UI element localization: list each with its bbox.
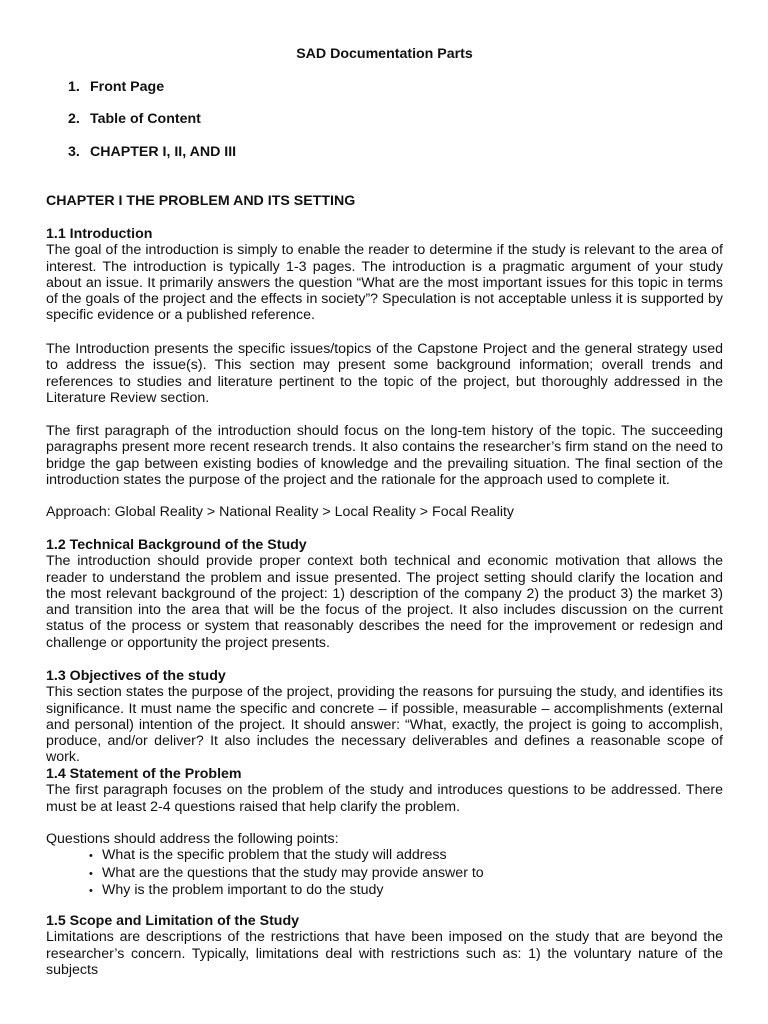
- paragraph: The Introduction presents the specific issues/topics of the Capstone Project and the general strategy used to address the issue(s). This section may present some background information; overall trends and references to studies and literature pertinent to the topic of the project, but thoroughly addressed in the Literature Review section.: [46, 341, 723, 406]
- list-item: [89, 865, 766, 882]
- bullet-icon: •: [89, 884, 93, 897]
- section-1-1-paragraph-2: [46, 341, 723, 406]
- list-label: CHAPTER I, II, AND III: [90, 144, 237, 160]
- section-1-4-questions: [46, 831, 723, 899]
- section-1-3: [46, 668, 723, 766]
- bullet-text: What is the specific problem that the study will address: [102, 847, 447, 864]
- list-label: Table of Content: [90, 111, 201, 127]
- list-number: 3.: [68, 144, 80, 160]
- list-number: 2.: [68, 111, 80, 127]
- paragraph: Questions should address the following points:: [46, 831, 339, 847]
- list-item: [89, 882, 766, 899]
- section-1-2: [46, 537, 723, 651]
- section-heading: 1.4 Statement of the Problem: [46, 766, 242, 782]
- document-title: SAD Documentation Parts: [296, 46, 473, 62]
- bullet-text: Why is the problem important to do the study: [102, 881, 384, 898]
- approach-line-block: [46, 504, 723, 520]
- section-heading: 1.2 Technical Background of the Study: [46, 537, 307, 553]
- list-item: [68, 79, 164, 95]
- section-1-1: [46, 226, 723, 324]
- bullet-icon: •: [89, 850, 93, 863]
- list-label: Front Page: [90, 79, 165, 95]
- paragraph: This section states the purpose of the project, providing the reasons for pursuing the study, and identifies its significance. It must name the specific and concrete – if possible, measurable – accomplishments (external and personal) intention of the project. It should answer: “What, exactly, the project is going to accomplish, produce, and/or deliver? It also includes the necessary deliverables and defines a reasonable scope of work.: [46, 684, 723, 766]
- section-1-5: [46, 913, 723, 978]
- document-page: [46, 0, 723, 1024]
- list-number: 1.: [68, 79, 80, 95]
- chapter-heading-block: [46, 193, 723, 209]
- paragraph: The first paragraph focuses on the problem of the study and introduces questions to be addressed. There must be at least 2-4 questions raised that help clarify the problem.: [46, 782, 723, 815]
- list-item: [89, 847, 766, 864]
- section-heading: 1.3 Objectives of the study: [46, 668, 226, 684]
- section-heading: 1.1 Introduction: [46, 226, 153, 242]
- section-heading: 1.5 Scope and Limitation of the Study: [46, 913, 300, 929]
- paragraph: Limitations are descriptions of the restrictions that have been imposed on the study that are beyond the researcher’s concern. Typically, limitations deal with restrictions such as: 1) the voluntary nature of the subjects: [46, 929, 723, 978]
- paragraph: The first paragraph of the introduction should focus on the long-tem history of the topic. The succeeding paragraphs present more recent research trends. It also contains the researcher’s firm stand on the need to bridge the gap between existing bodies of knowledge and the prevailing situation. The final section of the introduction states the purpose of the project and the rationale for the approach used to complete it.: [46, 423, 723, 488]
- bullet-text: What are the questions that the study may provide answer to: [102, 864, 484, 881]
- chapter-heading: CHAPTER I THE PROBLEM AND ITS SETTING: [46, 193, 356, 209]
- list-item: [68, 144, 236, 160]
- paragraph: The introduction should provide proper context both technical and economic motivation that allows the reader to understand the problem and issue presented. The project setting should clarify the location and the most relevant background of the project: 1) description of the company 2) the product 3) the market 3) and transition into the area that will be the focus of the project. It also includes discussion on the current status of the process or system that reasonably describes the need for the improvement or redesign and challenge or opportunity the project presents.: [46, 553, 723, 651]
- list-item: [68, 111, 201, 127]
- bullet-icon: •: [89, 867, 93, 880]
- bullet-list: [89, 847, 766, 899]
- section-1-1-paragraph-3: [46, 423, 723, 488]
- section-1-4: [46, 766, 723, 815]
- paragraph: The goal of the introduction is simply to enable the reader to determine if the study is relevant to the area of interest. The introduction is typically 1-3 pages. The introduction is a pragmatic argument of your study about an issue. It primarily answers the question “What are the most important issues for this topic in terms of the goals of the project and the effects in society”? Speculation is not acceptable unless it is supported by specific evidence or a published reference.: [46, 242, 723, 324]
- approach-line: Approach: Global Reality > National Reality > Local Reality > Focal Reality: [46, 504, 515, 520]
